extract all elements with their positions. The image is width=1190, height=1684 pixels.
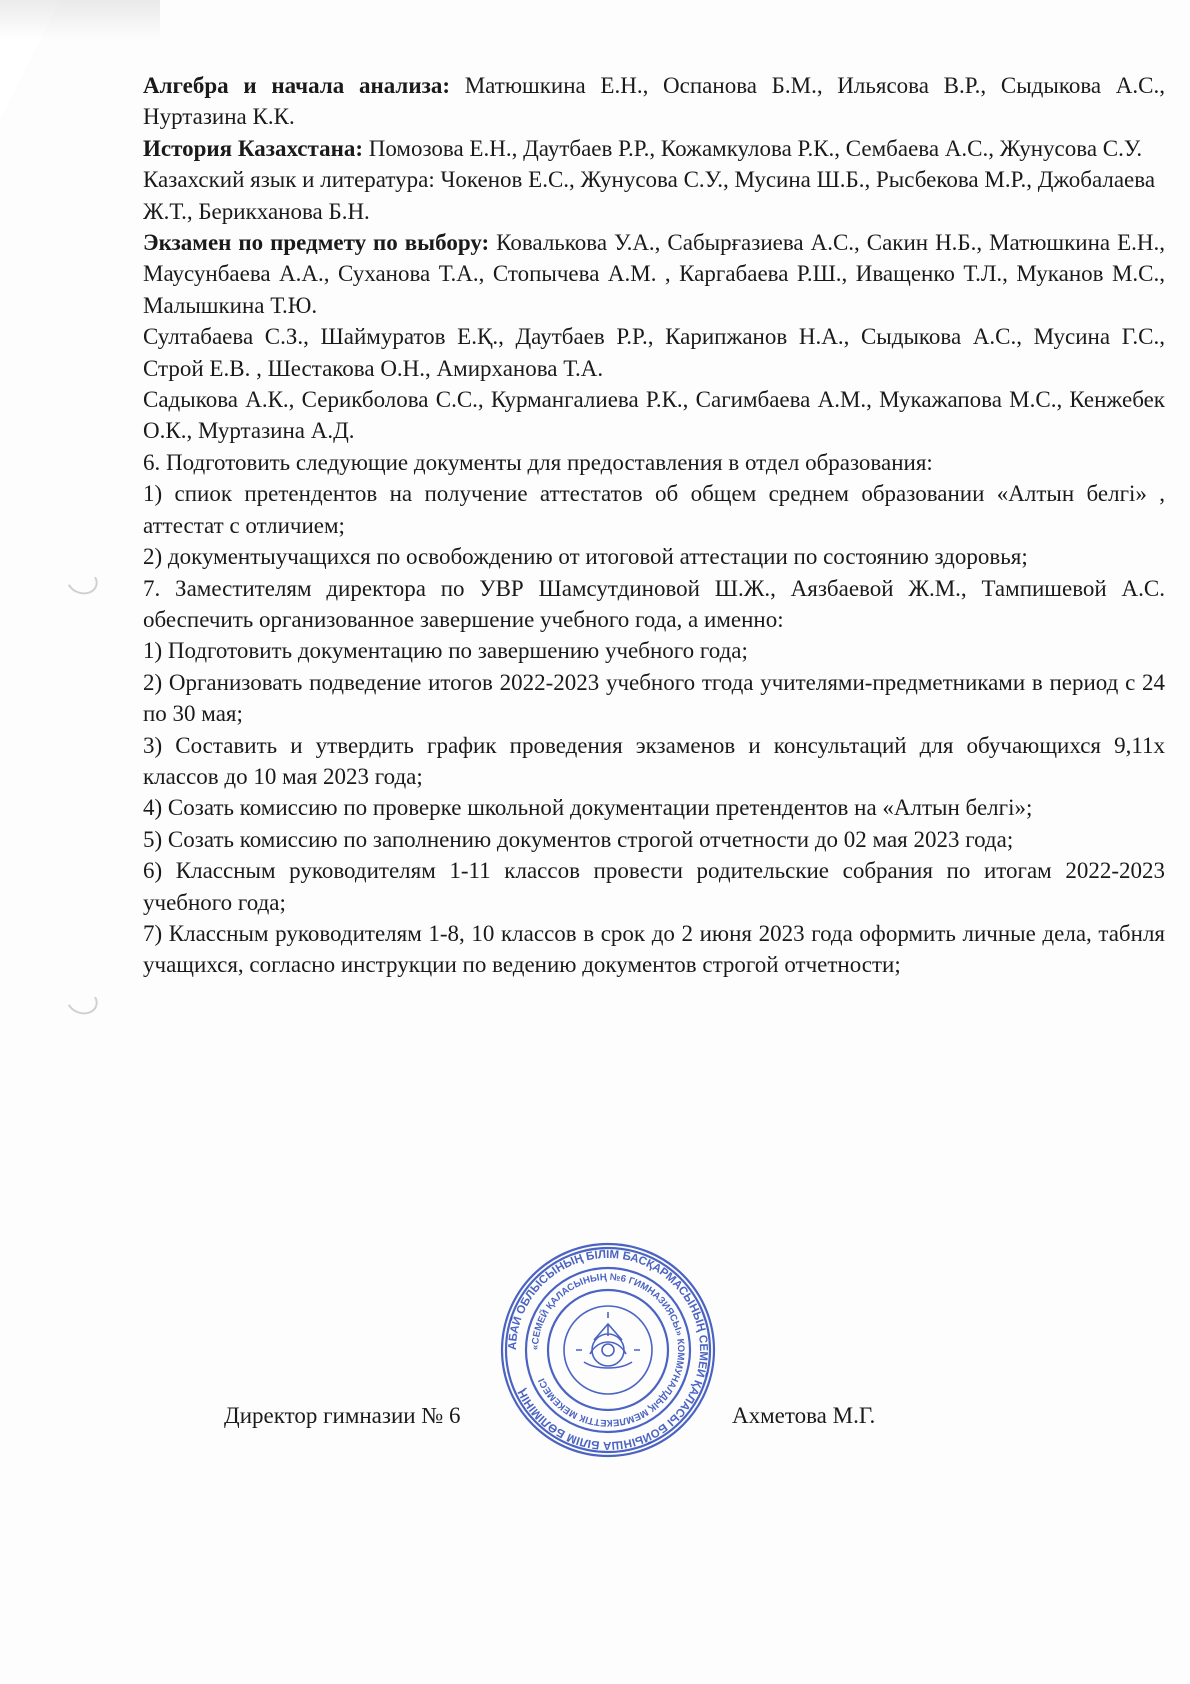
svg-text:АБАЙ ОБЛЫСЫНЫҢ БІЛІМ БАСҚАРМАС: АБАЙ ОБЛЫСЫНЫҢ БІЛІМ БАСҚАРМАСЫНЫҢ СЕМЕЙ ҚАЛАСЫ БОЙЫНША БІЛІМ БӨЛІМІНІҢ: [506, 1248, 710, 1452]
paragraph-item-7: 7. Заместителям директора по УВР Шамсутдиновой Ш.Ж., Аязбаевой Ж.М., Тампишевой А.С. обеспечить организованное завершение учебного года, а именно:: [143, 575, 1165, 632]
official-seal-stamp: [498, 1240, 718, 1460]
document-body: [143, 70, 1165, 981]
paragraph-item-7-3: 3) Составить и утвердить график проведения экзаменов и консультаций для обучающихся 9,11х классов до 10 мая 2023 года;: [143, 732, 1165, 789]
paragraph-item-7-4: 4) Созать комиссию по проверке школьной документации претендентов на «Алтын белгі»;: [143, 795, 1033, 821]
signature-role: Директор гимназии № 6: [224, 1403, 461, 1428]
paragraph-algebra: Алгебра и начала анализа: Матюшкина Е.Н., Оспанова Б.М., Ильясова В.Р., Сыдыкова А.С., Нуртазина К.К.: [143, 73, 1166, 130]
paragraph-history: История Казахстана: Помозова Е.Н., Даутбаев Р.Р., Кожамкулова Р.К., Сембаева А.С., Жунусова С.У.: [143, 135, 1143, 161]
punch-hole-mark: [63, 983, 102, 1018]
paragraph-item-7-6: 6) Классным руководителям 1-11 классов провести родительские собрания по итогам 2022-2023 учебного года;: [143, 858, 1165, 915]
punch-hole-mark: [63, 563, 102, 598]
paragraph-item-7-2: 2) Организовать подведение итогов 2022-2023 учебного тгода учителями-предметниками в период с 24 по 30 мая;: [143, 669, 1165, 727]
paragraph-item-6: 6. Подготовить следующие документы для предоставления в отдел образования:: [143, 449, 933, 475]
paragraph-item-7-1: 1) Подготовить документацию по завершению учебного года;: [143, 638, 748, 664]
emblem-icon: [576, 1312, 640, 1368]
paragraph-names-3: Садыкова А.К., Серикболова С.С., Курмангалиева Р.К., Сагимбаева А.М., Мукажапова М.С., Кенжебек О.К., Муртазина А.Д.: [143, 387, 1165, 444]
paragraph-elective-exam: Экзамен по предмету по выбору: Ковалькова У.А., Сабырғазиева А.С., Сакин Н.Б., Матюшкина Е.Н., Маусунбаева А.А., Суханова Т.А., Стопычева А.М. , Каргабаева Р.Ш., Иващенко Т.Л., Муканов М.С., Малышкина Т.Ю.: [143, 230, 1165, 318]
svg-text:«СЕМЕЙ ҚАЛАСЫНЫҢ №6 ГИМНАЗИЯСЫ: «СЕМЕЙ ҚАЛАСЫНЫҢ №6 ГИМНАЗИЯСЫ» КОММУНАЛДЫҚ МЕМЛЕКЕТТІК МЕКЕМЕСІ: [529, 1271, 687, 1429]
paragraph-item-7-5: 5) Созать комиссию по заполнению документов строгой отчетности до 02 мая 2023 года;: [143, 826, 1014, 852]
scan-shadow: [0, 0, 160, 40]
paragraph-kazakh-language: Казахский язык и литература: Чокенов Е.С., Жунусова С.У., Мусина Ш.Б., Рысбекова М.Р., Джобалаева Ж.Т., Берикханова Б.Н.: [143, 167, 1156, 224]
paragraph-names-2: Султабаева С.З., Шаймуратов Е.Қ., Даутбаев Р.Р., Карипжанов Н.А., Сыдыкова А.С., Мусина Г.С., Строй Е.В. , Шестакова О.Н., Амирханова Т.А.: [143, 324, 1165, 381]
paragraph-item-6-1: 1) спиок претендентов на получение аттестатов об общем среднем образовании «Алтын белгі» , аттестат с отличием;: [143, 481, 1165, 538]
paragraph-item-7-7: 7) Классным руководителям 1-8, 10 классов в срок до 2 июня 2023 года оформить личные дела, табнля учащихся, согласно инструкции по ведению документов строгой отчетности;: [143, 920, 1165, 978]
signature-name: Ахметова М.Г.: [732, 1403, 876, 1428]
paragraph-item-6-2: 2) документыучащихся по освобождению от итоговой аттестации по состоянию здоровья;: [143, 544, 1028, 570]
